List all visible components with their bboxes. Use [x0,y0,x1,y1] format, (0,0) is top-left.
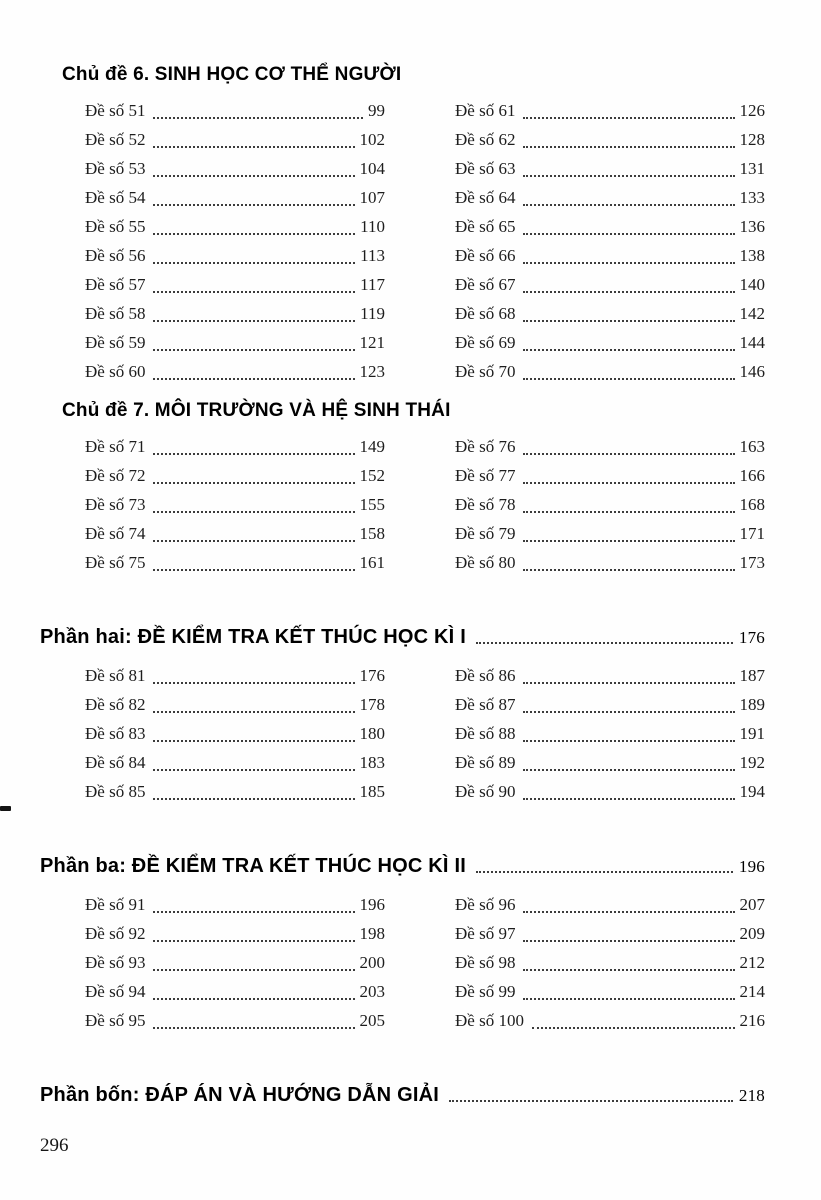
toc-entry [455,299,765,328]
toc-entry-page: 209 [739,924,765,943]
toc-section [40,623,765,806]
toc-entry-label: Đề số 55 [85,217,146,236]
toc-entry [85,777,385,806]
dot-leader [523,482,734,484]
dot-leader [532,1027,735,1029]
toc-entry-label: Đề số 59 [85,333,146,352]
toc-entry-label: Đề số 74 [85,524,146,543]
toc-entry-page: 136 [739,217,765,236]
toc-entry-label: Đề số 56 [85,246,146,265]
section-columns [85,432,765,577]
dot-leader [523,711,734,713]
toc-entry-page: 117 [360,275,385,294]
dot-leader [523,349,734,351]
dot-leader [523,453,734,455]
scan-mark [0,806,11,811]
toc-entry-page: 196 [359,895,385,914]
toc-entry-label: Đề số 64 [455,188,516,207]
toc-entry [455,661,765,690]
dot-leader [523,740,734,742]
toc-entry [85,948,385,977]
toc-entry-page: 171 [739,524,765,543]
toc-entry [455,919,765,948]
toc-entry-page: 189 [739,695,765,714]
toc-entry [85,977,385,1006]
toc-entry-label: Đề số 88 [455,724,516,743]
toc-entry-page: 200 [359,953,385,972]
dot-leader [523,146,734,148]
toc-entry-label: Đề số 79 [455,524,516,543]
toc-entry [455,519,765,548]
toc-section [40,1081,765,1109]
toc-entry-page: 110 [360,217,385,236]
toc-entry-page: 113 [360,246,385,265]
section-heading: Phần bốn: ĐÁP ÁN VÀ HƯỚNG DẪN GIẢI [40,1084,439,1106]
dot-leader [523,320,734,322]
dot-leader [153,291,355,293]
section-columns [85,96,765,386]
toc-entry-page: 104 [359,159,385,178]
toc-entry-label: Đề số 57 [85,275,146,294]
dot-leader [523,969,734,971]
dot-leader [153,569,354,571]
section-heading-row [40,852,765,880]
toc-entry [455,461,765,490]
toc-entry-label: Đề số 89 [455,753,516,772]
toc-section [40,62,765,386]
dot-leader [523,233,734,235]
section-columns [85,661,765,806]
column-left [85,890,385,1035]
dot-leader [523,911,734,913]
column-right [455,432,765,577]
toc-entry [85,183,385,212]
toc-entry [455,690,765,719]
dot-leader [153,998,354,1000]
section-heading: Chủ đề 6. SINH HỌC CƠ THỂ NGƯỜI [62,64,402,85]
toc-entry-page: 142 [739,304,765,323]
dot-leader [523,117,734,119]
toc-entry-label: Đề số 90 [455,782,516,801]
toc-entry-page: 107 [359,188,385,207]
toc-entry [455,719,765,748]
toc-entry [455,125,765,154]
toc-entry [455,183,765,212]
column-left [85,661,385,806]
dot-leader [153,711,354,713]
toc-entry [85,299,385,328]
toc-entry [85,748,385,777]
dot-leader [523,769,734,771]
toc-entry [455,777,765,806]
toc-entry-label: Đề số 99 [455,982,516,1001]
toc-entry-label: Đề số 100 [455,1011,524,1030]
toc-entry-page: 163 [739,437,765,456]
toc-entry-label: Đề số 73 [85,495,146,514]
toc-entry [85,490,385,519]
toc-entry-page: 126 [739,101,765,120]
toc-entry-page: 214 [739,982,765,1001]
toc-entry [85,890,385,919]
section-heading-page: 176 [738,628,765,647]
toc-entry-page: 212 [739,953,765,972]
toc-entry-label: Đề số 76 [455,437,516,456]
column-right [455,890,765,1035]
toc-entry-page: 194 [739,782,765,801]
dot-leader [153,769,354,771]
dot-leader [153,540,354,542]
toc-entry [85,270,385,299]
toc-entry-label: Đề số 68 [455,304,516,323]
toc-entry-label: Đề số 75 [85,553,146,572]
toc-entry-label: Đề số 66 [455,246,516,265]
toc-entry-page: 161 [359,553,385,572]
toc-entry-page: 191 [739,724,765,743]
toc-entry-label: Đề số 87 [455,695,516,714]
section-columns [85,890,765,1035]
toc-entry-page: 178 [359,695,385,714]
toc-entry-label: Đề số 83 [85,724,146,743]
toc-entry [455,948,765,977]
toc-entry-page: 168 [739,495,765,514]
dot-leader [476,871,733,873]
toc-entry-page: 166 [739,466,765,485]
section-heading-row [40,623,765,651]
toc-entry [455,154,765,183]
dot-leader [153,233,355,235]
toc-entry-label: Đề số 65 [455,217,516,236]
dot-leader [153,378,354,380]
toc-entry-label: Đề số 82 [85,695,146,714]
toc-entry-page: 144 [739,333,765,352]
toc-entry-page: 119 [360,304,385,323]
dot-leader [153,117,363,119]
toc-entry-label: Đề số 69 [455,333,516,352]
dot-leader [153,1027,354,1029]
toc-entry-page: 176 [359,666,385,685]
toc-entry-label: Đề số 96 [455,895,516,914]
dot-leader [523,569,734,571]
dot-leader [523,262,734,264]
toc-entry-page: 121 [359,333,385,352]
toc-entry-page: 128 [739,130,765,149]
toc-entry-page: 187 [739,666,765,685]
toc-entry [455,270,765,299]
dot-leader [523,540,734,542]
toc-entry-label: Đề số 70 [455,362,516,381]
toc-entry-label: Đề số 77 [455,466,516,485]
toc-entry-page: 152 [359,466,385,485]
toc-entry [85,548,385,577]
toc-entry-label: Đề số 95 [85,1011,146,1030]
dot-leader [523,511,734,513]
toc-entry [85,719,385,748]
toc-entry-page: 158 [359,524,385,543]
dot-leader [153,204,354,206]
toc-entry-label: Đề số 63 [455,159,516,178]
toc-sections [40,62,765,1109]
toc-entry-label: Đề số 86 [455,666,516,685]
toc-entry-label: Đề số 80 [455,553,516,572]
section-heading-page: 196 [738,857,765,876]
toc-entry-label: Đề số 58 [85,304,146,323]
toc-entry-label: Đề số 53 [85,159,146,178]
toc-entry-page: 205 [359,1011,385,1030]
toc-entry-page: 155 [359,495,385,514]
dot-leader [153,798,354,800]
toc-entry [85,212,385,241]
toc-entry-label: Đề số 98 [455,953,516,972]
toc-entry [85,461,385,490]
dot-leader [153,911,354,913]
toc-entry [455,977,765,1006]
toc-entry-page: 185 [359,782,385,801]
toc-entry [85,690,385,719]
toc-entry-label: Đề số 91 [85,895,146,914]
section-heading-row [62,398,765,424]
toc-entry [85,1006,385,1035]
toc-entry [455,212,765,241]
dot-leader [153,682,354,684]
section-heading: Chủ đề 7. MÔI TRƯỜNG VÀ HỆ SINH THÁI [62,400,451,421]
section-heading: Phần ba: ĐỀ KIỂM TRA KẾT THÚC HỌC KÌ II [40,855,466,877]
section-heading: Phần hai: ĐỀ KIỂM TRA KẾT THÚC HỌC KÌ I [40,626,466,648]
dot-leader [523,204,734,206]
toc-entry [455,432,765,461]
column-right [455,96,765,386]
dot-leader [523,378,734,380]
toc-entry-label: Đề số 72 [85,466,146,485]
toc-entry [85,519,385,548]
dot-leader [153,175,354,177]
toc-section [40,852,765,1035]
toc-entry-label: Đề số 84 [85,753,146,772]
toc-section [40,398,765,577]
column-left [85,432,385,577]
toc-entry-label: Đề số 93 [85,953,146,972]
section-heading-row [62,62,765,88]
toc-entry [85,241,385,270]
toc-entry [85,661,385,690]
toc-entry-label: Đề số 51 [85,101,146,120]
dot-leader [523,940,734,942]
toc-entry-page: 138 [739,246,765,265]
dot-leader [523,175,734,177]
section-heading-row [40,1081,765,1109]
toc-entry-label: Đề số 81 [85,666,146,685]
dot-leader [153,511,354,513]
toc-entry-page: 131 [739,159,765,178]
toc-entry-label: Đề số 67 [455,275,516,294]
toc-entry-page: 183 [359,753,385,772]
dot-leader [153,146,354,148]
toc-entry [455,328,765,357]
toc-entry-page: 192 [739,753,765,772]
toc-entry [85,125,385,154]
dot-leader [523,798,734,800]
dot-leader [153,969,354,971]
column-left [85,96,385,386]
toc-entry-page: 140 [739,275,765,294]
dot-leader [153,320,355,322]
dot-leader [523,998,734,1000]
toc-entry [455,890,765,919]
toc-entry [455,241,765,270]
footer-page-number: 296 [40,1135,69,1156]
toc-entry-label: Đề số 61 [455,101,516,120]
toc-entry-page: 123 [359,362,385,381]
toc-entry-label: Đề số 78 [455,495,516,514]
toc-entry [455,490,765,519]
dot-leader [523,291,734,293]
toc-entry [455,1006,765,1035]
dot-leader [153,482,354,484]
dot-leader [523,682,734,684]
toc-entry [85,357,385,386]
dot-leader [153,740,354,742]
dot-leader [153,349,354,351]
toc-entry-page: 198 [359,924,385,943]
toc-entry-label: Đề số 92 [85,924,146,943]
toc-entry-page: 203 [359,982,385,1001]
dot-leader [449,1100,733,1102]
toc-entry-label: Đề số 54 [85,188,146,207]
toc-entry [455,357,765,386]
toc-entry-page: 173 [739,553,765,572]
toc-entry-page: 207 [739,895,765,914]
dot-leader [153,453,354,455]
toc-entry [85,154,385,183]
section-heading-page: 218 [738,1086,765,1105]
toc-entry [85,919,385,948]
toc-entry-page: 102 [359,130,385,149]
toc-entry-label: Đề số 62 [455,130,516,149]
dot-leader [476,642,733,644]
toc-entry [85,328,385,357]
toc-entry [85,96,385,125]
dot-leader [153,940,354,942]
toc-entry-page: 99 [368,101,385,120]
toc-entry [85,432,385,461]
toc-entry-label: Đề số 52 [85,130,146,149]
toc-entry-label: Đề số 85 [85,782,146,801]
dot-leader [153,262,355,264]
toc-entry-label: Đề số 60 [85,362,146,381]
toc-entry [455,748,765,777]
toc-entry [455,96,765,125]
toc-entry-page: 149 [359,437,385,456]
toc-entry-page: 180 [359,724,385,743]
column-right [455,661,765,806]
toc-entry-label: Đề số 71 [85,437,146,456]
toc-entry-page: 216 [739,1011,765,1030]
toc-entry-label: Đề số 97 [455,924,516,943]
toc-entry [455,548,765,577]
toc-entry-page: 133 [739,188,765,207]
toc-entry-page: 146 [739,362,765,381]
toc-entry-label: Đề số 94 [85,982,146,1001]
